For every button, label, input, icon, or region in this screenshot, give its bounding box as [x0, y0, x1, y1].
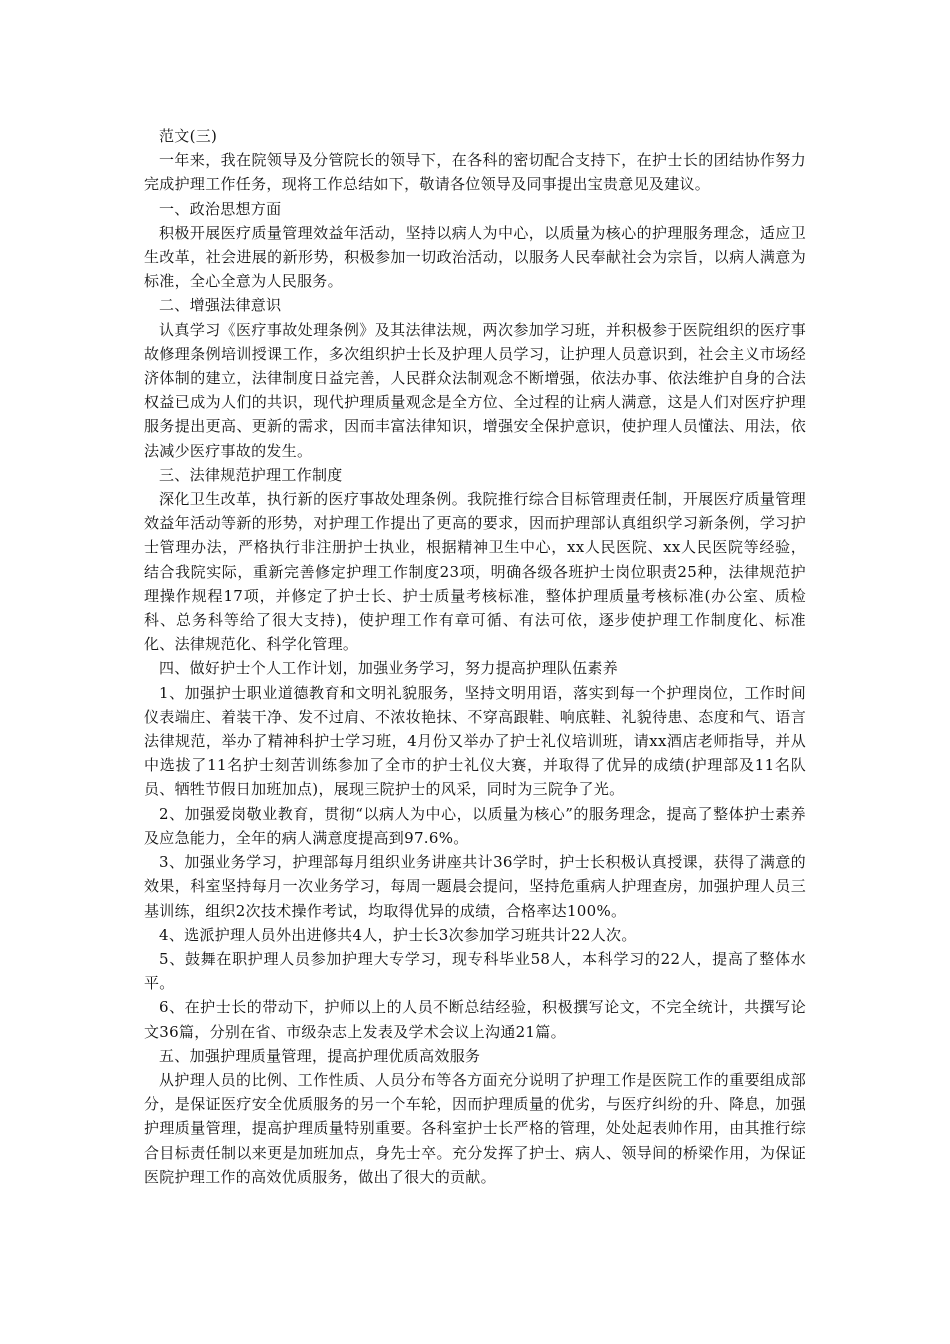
section-heading-quality: 五、加强护理质量管理，提高护理优质高效服务: [159, 1046, 481, 1065]
list-item-4: 4、选派护理人员外出进修共4人，护士长3次参加学习班共计22人次。: [159, 925, 637, 944]
intro-paragraph: 一年来，我在院领导及分管院长的领导下，在各科的密切配合支持下，在护士长的团结协作努力完成护理工作任务，现将工作总结如下，敬请各位领导及同事提出宝贵意见及建议。: [144, 151, 806, 194]
list-item-1: 1、加强护士职业道德教育和文明礼貌服务，坚持文明用语，落实到每一个护理岗位，工作时间仪表端庄、着装干净、发不过肩、不浓妆艳抹、不穿高跟鞋、响底鞋、礼貌待患、态度和气、语言法律规范，举办了精神科护士学习班，4月份又举办了护士礼仪培训班，请xx酒店老师指导，并从中选拔了11名护士刻苦训练参加了全市的护士礼仪大赛，并取得了优异的成绩(护理部及11名队员、牺牲节假日加班加点)，展现三院护士的风采，同时为三院争了光。: [144, 683, 806, 799]
section-heading-training: 四、做好护士个人工作计划，加强业务学习，努力提高护理队伍素养: [159, 659, 619, 678]
section-paragraph-rules: 深化卫生改革，执行新的医疗事故处理条例。我院推行综合目标管理责任制，开展医疗质量管理效益年活动等新的形势，对护理工作提出了更高的要求，因而护理部认真组织学习新条例，学习护士管理办法，严格执行非注册护士执业，根据精神卫生中心，xx人民医院、xx人民医院等经验，结合我院实际，重新完善修定护理工作制度23项，明确各级各班护士岗位职责25种，法律规范护理操作规程17项，并修定了护士长、护士质量考核标准，整体护理质量考核标准(办公室、质检科、总务科等给了很大支持)，使护理工作有章可循、有法可依，逐步使护理工作制度化、标准化、法律规范化、科学化管理。: [144, 490, 806, 654]
list-item-5: 5、鼓舞在职护理人员参加护理大专学习，现专科毕业58人，本科学习的22人，提高了整体水平。: [144, 949, 806, 993]
section-heading-rules: 三、法律规范护理工作制度: [159, 465, 343, 484]
document-title: 范文(三): [159, 127, 218, 145]
section-paragraph-politics: 积极开展医疗质量管理效益年活动，坚持以病人为中心，以质量为核心的护理服务理念，适应卫生改革，社会进展的新形势，积极参加一切政治活动，以服务人民奉献社会为宗旨，以病人满意为标准，全心全意为人民服务。: [144, 223, 806, 291]
section-heading-law: 二、增强法律意识: [159, 296, 282, 315]
list-item-2: 2、加强爱岗敬业教育，贯彻“以病人为中心，以质量为核心”的服务理念，提高了整体护士素养及应急能力，全年的病人满意度提高到97.6%。: [144, 804, 806, 847]
section-paragraph-law: 认真学习《医疗事故处理条例》及其法律法规，两次参加学习班，并积极参于医院组织的医疗事故修理条例培训授课工作，多次组织护士长及护理人员学习，让护理人员意识到，社会主义市场经济体制的建立，法律制度日益完善，人民群众法制观念不断增强，依法办事、依法维护自身的合法权益已成为人们的共识，现代护理质量观念是全方位、全过程的让病人满意，这是人们对医疗护理服务提出更高、更新的需求，因而丰富法律知识，增强安全保护意识，使护理人员懂法、用法，依法减少医疗事故的发生。: [144, 320, 806, 460]
list-item-6: 6、在护士长的带动下，护师以上的人员不断总结经验，积极撰写论文，不完全统计，共撰写论文36篇，分别在省、市级杂志上发表及学术会议上沟通21篇。: [144, 998, 806, 1041]
section-paragraph-quality: 从护理人员的比例、工作性质、人员分布等各方面充分说明了护理工作是医院工作的重要组成部分，是保证医疗安全优质服务的另一个车轮，因而护理质量的优劣，与医疗纠纷的升、降息，加强护理质量管理，提高护理质量特别重要。各科室护士长严格的管理，处处起表帅作用，由其推行综合目标责任制以来更是加班加点，身先士卒。充分发挥了护士、病人、领导间的桥梁作用，为保证医院护理工作的高效优质服务，做出了很大的贡献。: [144, 1070, 806, 1186]
document-page: [144, 124, 806, 1189]
section-heading-politics: 一、政治思想方面: [159, 199, 282, 218]
list-item-3: 3、加强业务学习，护理部每月组织业务讲座共计36学时，护士长积极认真授课，获得了满意的效果，科室坚持每月一次业务学习，每周一题晨会提问，坚持危重病人护理查房，加强护理人员三基训练，组织2次技术操作考试，均取得优异的成绩，合格率达100%。: [144, 853, 806, 920]
